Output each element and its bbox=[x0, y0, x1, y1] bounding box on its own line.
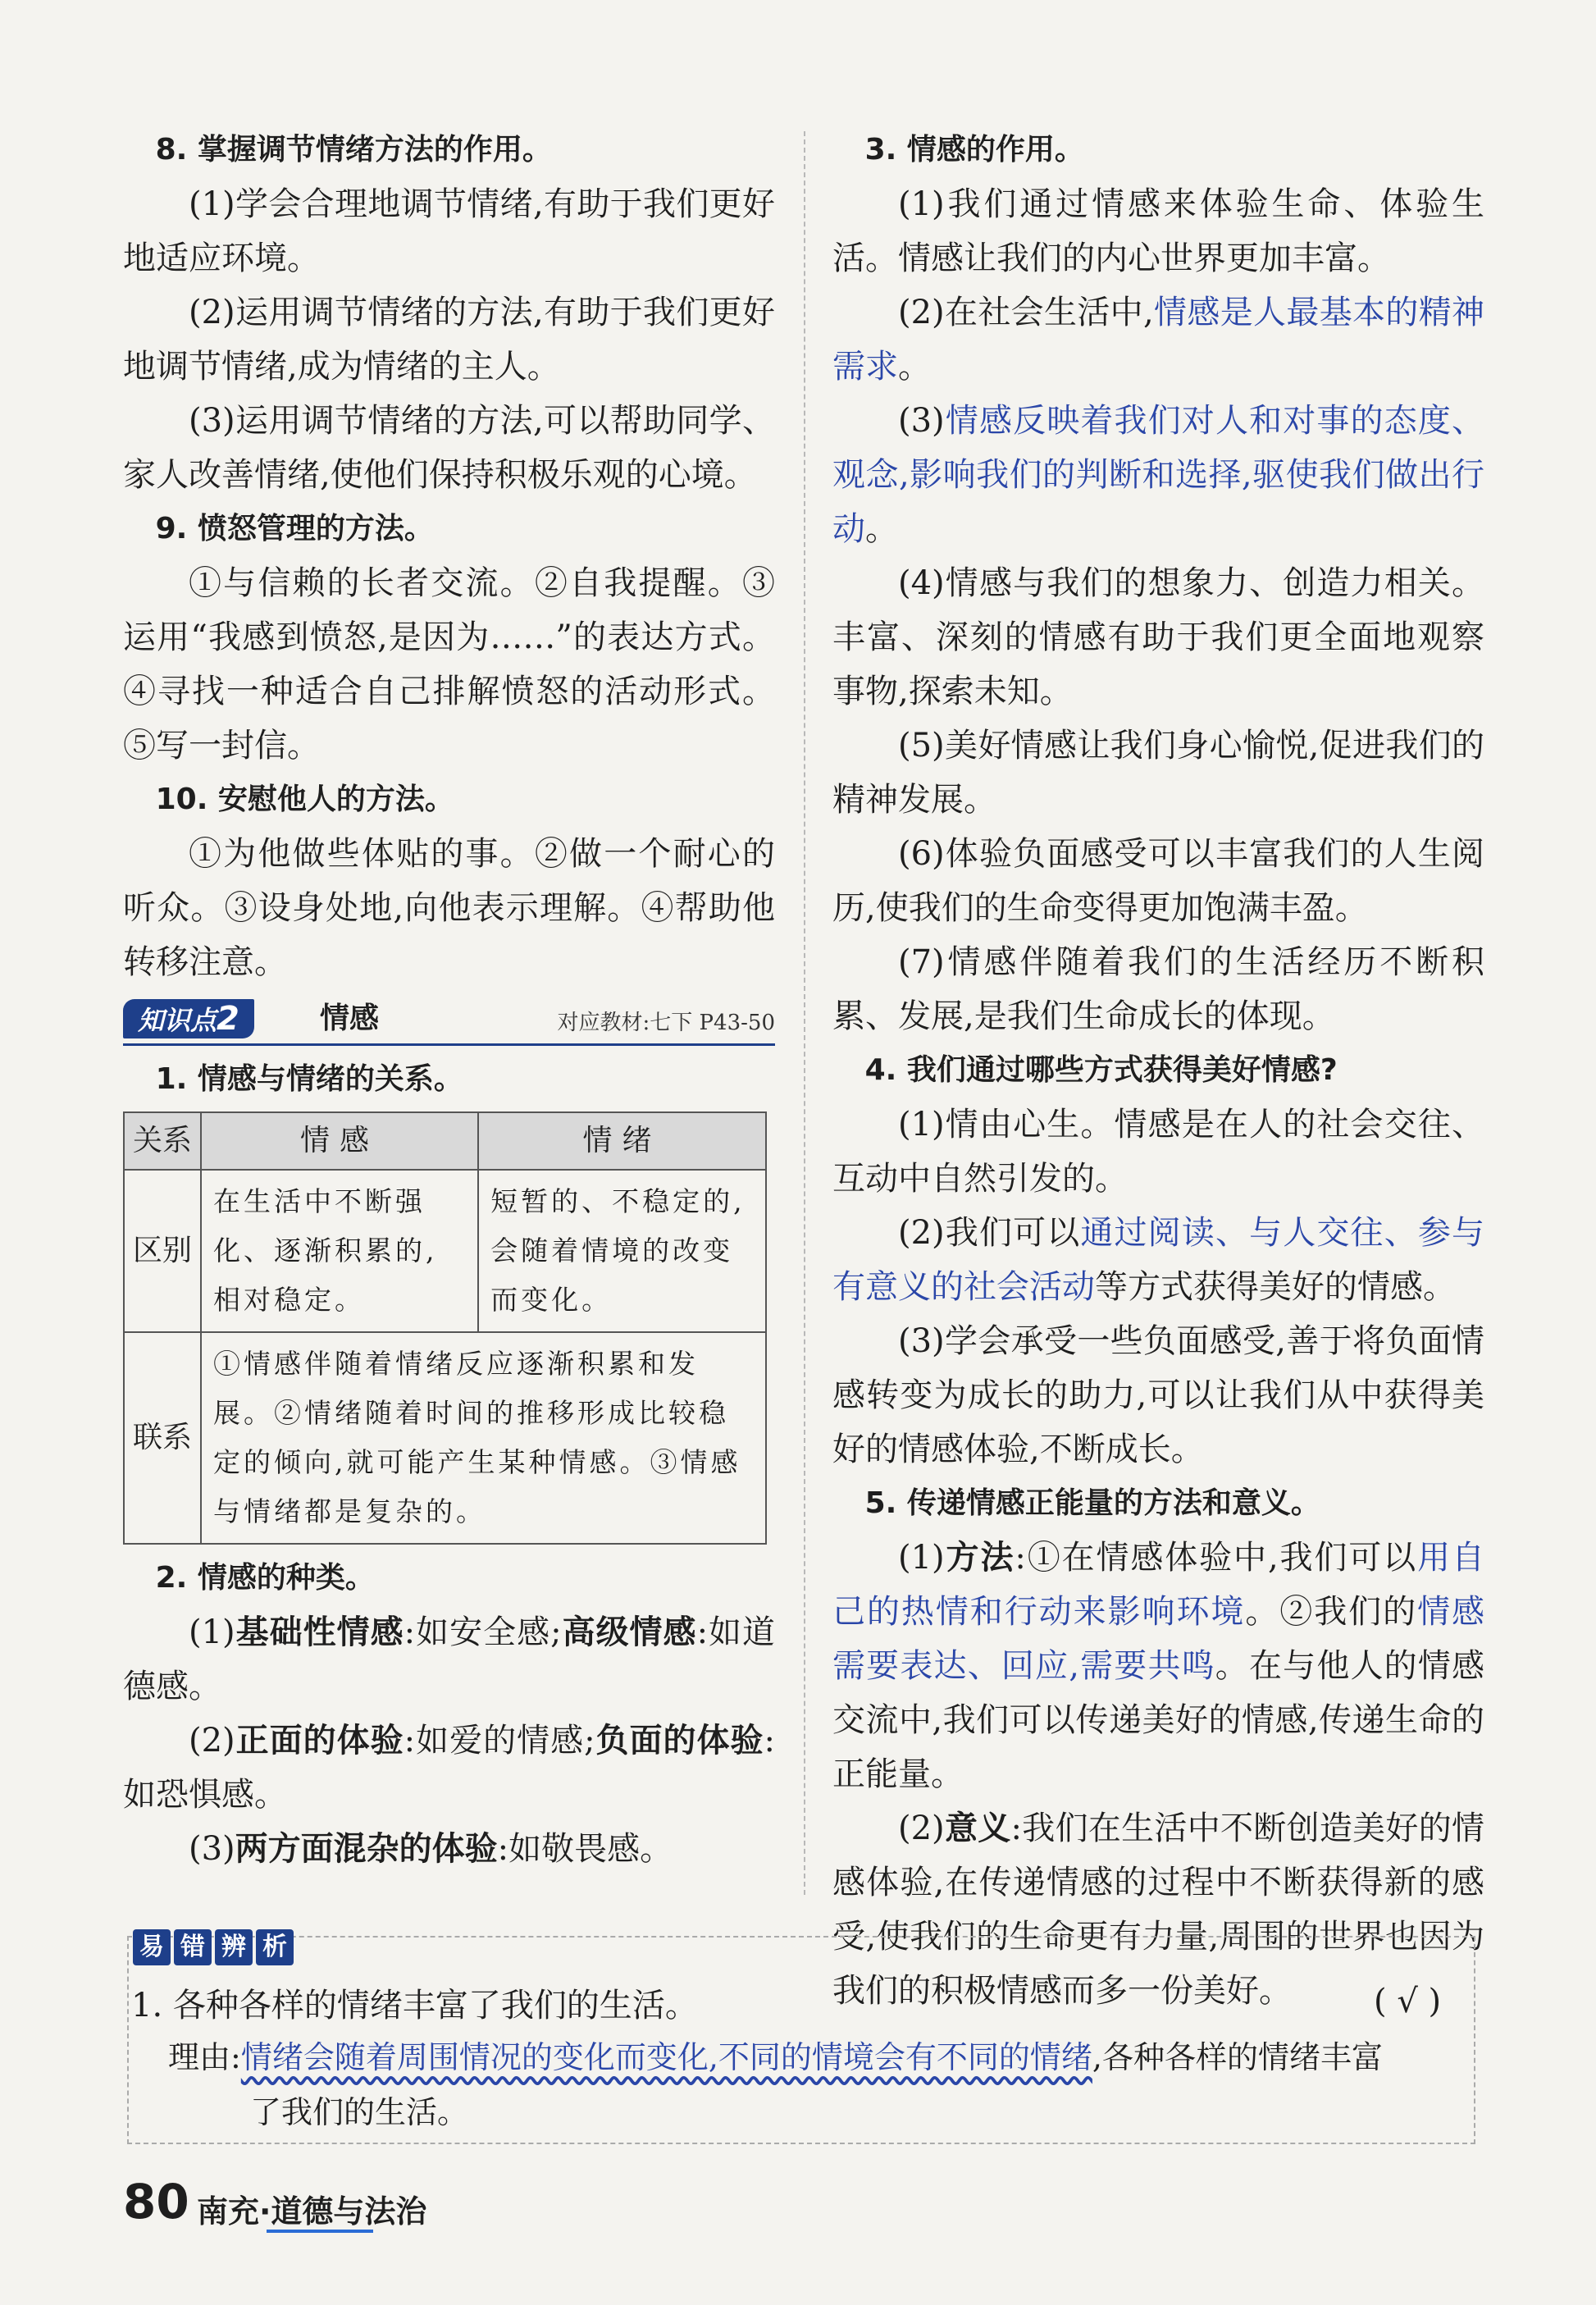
footer-accent-line bbox=[267, 2230, 373, 2233]
paragraph-3-3: (3)情感反映着我们对人和对事的态度、观念,影响我们的判断和选择,驱使我们做出行动。 bbox=[832, 402, 1484, 548]
paragraph-3-5: (5)美好情感让我们身心愉悦,促进我们的精神发展。 bbox=[832, 727, 1484, 819]
answer-mark: ( √ ) bbox=[1374, 1983, 1442, 2020]
paragraph-3-7: (7)情感伴随着我们的生活经历不断积累、发展,是我们生命成长的体现。 bbox=[832, 943, 1484, 1035]
heading-k1: 1. 情感与情绪的关系。 bbox=[155, 1062, 463, 1096]
heading-10: 10. 安慰他人的方法。 bbox=[155, 783, 454, 816]
table-label-difference: 区别 bbox=[124, 1170, 201, 1332]
error-reason-cont: 了我们的生活。 bbox=[250, 2094, 469, 2130]
table-header-mood: 情绪 bbox=[478, 1112, 766, 1170]
paragraph-8-3: (3)运用调节情绪的方法,可以帮助同学、家人改善情绪,使他们保持积极乐观的心境。 bbox=[123, 402, 775, 494]
paragraph-4-1: (1)情由心生。情感是在人的社会交往、互动中自然引发的。 bbox=[832, 1106, 1484, 1198]
knowledge-point-badge: 知识点2 bbox=[123, 999, 254, 1038]
table-cell-feeling-diff: 在生活中不断强化、逐渐积累的,相对稳定。 bbox=[201, 1170, 478, 1332]
paragraph-8-1: (1)学会合理地调节情绪,有助于我们更好地适应环境。 bbox=[123, 185, 775, 277]
table-cell-connection: ①情感伴随着情绪反应逐渐积累和发展。②情绪随着时间的推移形成比较稳定的倾向,就可能产生某种情感。③情感与情绪都是复杂的。 bbox=[201, 1332, 766, 1544]
table-header-emotion-feeling: 情感 bbox=[201, 1112, 478, 1170]
paragraph-5-1: (1)方法:①在情感体验中,我们可以用自己的热情和行动来影响环境。②我们的情感需要表达、回应,需要共鸣。在与他人的情感交流中,我们可以传递美好的情感,传递生命的正能量。 bbox=[832, 1539, 1485, 1793]
heading-9: 9. 愤怒管理的方法。 bbox=[155, 512, 434, 545]
paragraph-k2-3: (3)两方面混杂的体验:如敬畏感。 bbox=[189, 1830, 673, 1868]
heading-3: 3. 情感的作用。 bbox=[864, 133, 1084, 167]
paragraph-4-3: (3)学会承受一些负面感受,善于将负面情感转变为成长的助力,可以让我们从中获得美好的情感体验,不断成长。 bbox=[832, 1322, 1484, 1468]
paragraph-4-2: (2)我们可以通过阅读、与人交往、参与有意义的社会活动等方式获得美好的情感。 bbox=[832, 1214, 1484, 1306]
error-reason: 理由:情绪会随着周围情况的变化而变化,不同的情境会有不同的情绪,各种各样的情绪丰富 bbox=[168, 2039, 1383, 2075]
error-analysis-badge: 易 错 辨 析 bbox=[133, 1929, 294, 1965]
paragraph-10: ①为他做些体贴的事。②做一个耐心的听众。③设身处地,向他表示理解。④帮助他转移注意。 bbox=[123, 835, 775, 981]
paragraph-8-2: (2)运用调节情绪的方法,有助于我们更好地调节情绪,成为情绪的主人。 bbox=[123, 294, 775, 386]
paragraph-5-2: (2)意义:我们在生活中不断创造美好的情感体验,在传递情感的过程中不断获得新的感受,使我们的生命更有力量,周围的世界也因为我们的积极情感而多一份美好。 bbox=[832, 1810, 1484, 2010]
paragraph-3-1: (1)我们通过情感来体验生命、体验生活。情感让我们的内心世界更加丰富。 bbox=[832, 185, 1484, 277]
paragraph-3-4: (4)情感与我们的想象力、创造力相关。丰富、深刻的情感有助于我们更全面地观察事物,探索未知。 bbox=[832, 564, 1484, 710]
table-label-connection: 联系 bbox=[124, 1332, 201, 1544]
paragraph-9: ①与信赖的长者交流。②自我提醒。③运用“我感到愤怒,是因为……”的表达方式。④寻找一种适合自己排解愤怒的活动形式。⑤写一封信。 bbox=[123, 564, 775, 765]
heading-k2: 2. 情感的种类。 bbox=[155, 1561, 375, 1595]
heading-4: 4. 我们通过哪些方式获得美好情感? bbox=[864, 1053, 1338, 1087]
table-cell-mood-diff: 短暂的、不稳定的,会随着情境的改变而变化。 bbox=[478, 1170, 766, 1332]
paragraph-k2-2: (2)正面的体验:如爱的情感;负面的体验:如恐惧感。 bbox=[123, 1722, 776, 1814]
heading-5: 5. 传递情感正能量的方法和意义。 bbox=[864, 1486, 1320, 1520]
relation-table bbox=[123, 1111, 767, 1545]
right-column bbox=[832, 123, 1484, 2018]
error-question-1: 1. 各种各样的情绪丰富了我们的生活。 bbox=[131, 1987, 698, 2024]
heading-8: 8. 掌握调节情绪方法的作用。 bbox=[155, 133, 552, 167]
table-header-relation: 关系 bbox=[124, 1112, 201, 1170]
knowledge-point-title: 情感 bbox=[320, 1002, 380, 1035]
page-number: 80 bbox=[123, 2174, 189, 2230]
textbook-reference: 对应教材:七下 P43-50 bbox=[557, 1011, 775, 1035]
column-divider bbox=[804, 131, 805, 1895]
paragraph-3-6: (6)体验负面感受可以丰富我们的人生阅历,使我们的生命变得更加饱满丰盈。 bbox=[832, 835, 1484, 927]
paragraph-3-2: (2)在社会生活中,情感是人最基本的精神需求。 bbox=[832, 294, 1485, 386]
left-column bbox=[123, 123, 775, 1876]
knowledge-point-bar bbox=[123, 997, 775, 1046]
paragraph-k2-1: (1)基础性情感:如安全感;高级情感:如道德感。 bbox=[123, 1614, 776, 1705]
book-title: 南充·道德与法治 bbox=[197, 2193, 427, 2230]
